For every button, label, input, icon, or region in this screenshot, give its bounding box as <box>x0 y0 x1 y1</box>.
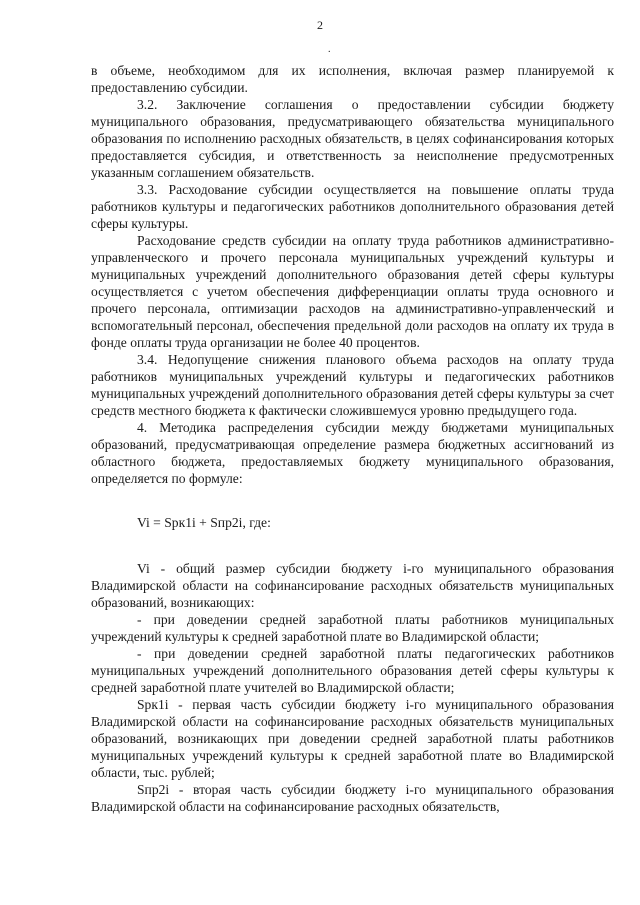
paragraph-3-4: 3.4. Недопущение снижения планового объема расходов на оплату труда работников муниципальных учреждений культуры и педагогических работников муниципальных учреждений дополнительного образования детей сферы культуры за счет средств местного бюджета к фактически сложившемуся уровню предыдущего года. <box>91 352 614 418</box>
paragraph-continuation: в объеме, необходимом для их исполнения, включая размер планируемой к предоставлению субсидии. <box>91 63 614 95</box>
paragraph-4: 4. Методика распределения субсидии между бюджетами муниципальных образований, предусматривающая определение размера бюджетных ассигнований из областного бюджета, предоставляемых бюджету муниципального образования, определяется по формуле: <box>91 420 614 486</box>
definition-spp2i: Sпp2i - вторая часть субсидии бюджету i-го муниципального образования Владимирской области на софинансирование расходных обязательств, <box>91 782 614 814</box>
definition-item-culture: - при доведении средней заработной платы работников муниципальных учреждений культуры к средней заработной плате во Владимирской области; <box>91 612 614 644</box>
page-number: 2 <box>317 18 323 32</box>
definition-vi: Vi - общий размер субсидии бюджету i-го муниципального образования Владимирской области на софинансирование расходных обязательств муниципальных образований, возникающих: <box>91 561 614 610</box>
definition-item-education: - при доведении средней заработной платы педагогических работников муниципальных учреждений дополнительного образования детей сферы культуры к средней заработной плате учителей во Владимирской области; <box>91 646 614 695</box>
formula: Vi = Spк1i + Sпp2i, где: <box>137 515 271 530</box>
document-body <box>91 62 614 815</box>
paragraph-3-2: 3.2. Заключение соглашения о предоставлении субсидии бюджету муниципального образования, предусматривающего обязательства муниципального образования по исполнению расходных обязательств, в целях софинансирования которых предоставляется субсидия, и ответственность за неисполнение предусмотренных указанным соглашением обязательств. <box>91 97 614 180</box>
definition-spk1i: Spк1i - первая часть субсидии бюджету i-го муниципального образования Владимирской области на софинансирование расходных обязательств муниципальных образований, возникающих при доведении средней заработной платы работников муниципальных учреждений культуры к средней заработной плате во Владимирской области, тыс. рублей; <box>91 697 614 780</box>
paragraph-spending: Расходование средств субсидии на оплату труда работников административно-управленческого и прочего персонала муниципальных учреждений культуры и муниципальных учреждений дополнительного образования детей сферы культуры осуществляется с учетом обеспечения дифференциации оплаты труда основного и прочего персонала, оптимизации расходов на административно-управленческий и вспомогательный персонал, обеспечения предельной доли расходов на оплату их труда в фонде оплаты труда организации не более 40 процентов. <box>91 233 614 350</box>
scan-mark: . <box>328 44 331 55</box>
paragraph-3-3: 3.3. Расходование субсидии осуществляется на повышение оплаты труда работников культуры и педагогических работников дополнительного образования детей сферы культуры. <box>91 182 614 231</box>
